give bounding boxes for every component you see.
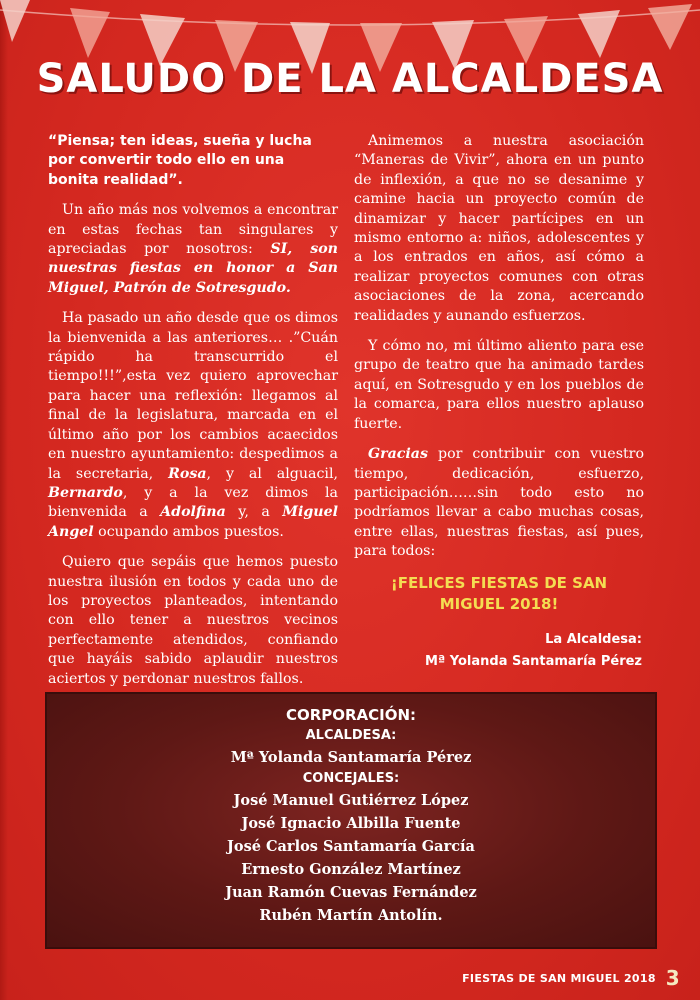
paragraph-2: Ha pasado un año desde que os dimos la bienvenida a las anteriores… .”Cuán rápido ha transcurrido el tiempo!!!”,esta vez quiero aprovechar para hacer una reflexión: llegamos al final de la legislatura, marcada en el último año por los cambios acaecidos en nuestro ayuntamiento: despedimos a la secretaria, Rosa, y al alguacil, Bernardo, y a la vez dimos la bienvenida a Adolfina y, a Miguel Angel ocupando ambos puestos. — [48, 310, 338, 540]
page-number: 3 — [665, 966, 680, 990]
page-edge-shadow — [0, 0, 8, 1000]
paragraph-5: Y cómo no, mi último aliento para ese grupo de teatro que ha animado tardes aquí, en Sotresgudo y en los pueblos de la comarca, para ellos nuestro aplauso fuerte. — [354, 338, 644, 432]
concejal-name: José Ignacio Albilla Fuente — [241, 815, 461, 832]
concejales-label: CONCEJALES: — [302, 771, 400, 786]
paragraph-3: Quiero que sepáis que hemos puesto nuestra ilusión en todos y cada uno de los proyectos planteados, intentando con ello tener a nuestros vecinos perfectamente atendidos, confiando que hayáis sabido aplaudir nuestros aciertos y perdonar nuestros fallos. — [48, 554, 338, 687]
paragraph-6: Gracias por contribuir con vuestro tiempo, dedicación, esfuerzo, participación……sin todo esto no podríamos llevar a cabo muchas cosas, entre ellas, nuestras fiestas, así pues, para todos: — [354, 446, 644, 560]
paragraph-1: Un año más nos volvemos a encontrar en estas fechas tan singulares y apreciadas por nosotros: SI, son nuestras fiestas en honor a San Miguel, Patrón de Sotresgudo. — [48, 202, 338, 296]
right-column — [354, 132, 644, 673]
alcaldesa-label: ALCALDESA: — [305, 728, 397, 743]
footer-title: FIESTAS DE SAN MIGUEL 2018 — [462, 972, 656, 985]
concejal-name: José Carlos Santamaría García — [227, 838, 475, 855]
concejal-name: Juan Ramón Cuevas Fernández — [225, 884, 477, 901]
signature — [354, 629, 644, 673]
page-title: SALUDO DE LA ALCALDESA — [36, 56, 664, 102]
concejal-name: Ernesto González Martínez — [241, 861, 461, 878]
paragraph-4: Animemos a nuestra asociación “Maneras de Vivir”, ahora en un punto de inflexión, a que no se desanime y camine hacia un proyecto común de dinamizar y hacer partícipes en un mismo entorno a: niños, adolescentes y a los entrados en años, así cómo a realizar proyectos comunes con otras asociaciones de la zona, acercando realidades y aunando esfuerzos. — [354, 133, 644, 324]
opening-quote: “Piensa; ten ideas, sueña y lucha por convertir todo ello en una bonita realidad”. — [48, 133, 312, 188]
signature-name: Mª Yolanda Santamaría Pérez — [424, 653, 642, 669]
festive-greeting: ¡FELICES FIESTAS DE SAN MIGUEL 2018! — [390, 573, 608, 613]
page-footer — [462, 966, 680, 990]
concejal-name: Rubén Martín Antolín. — [259, 907, 443, 924]
signature-role: La Alcaldesa: — [545, 631, 642, 647]
alcaldesa-name: Mª Yolanda Santamaría Pérez — [230, 749, 472, 766]
concejal-name: José Manuel Gutiérrez López — [233, 792, 469, 809]
corporacion-box — [45, 692, 657, 949]
left-column — [48, 132, 338, 700]
corporacion-heading: CORPORACIÓN: — [285, 706, 417, 724]
